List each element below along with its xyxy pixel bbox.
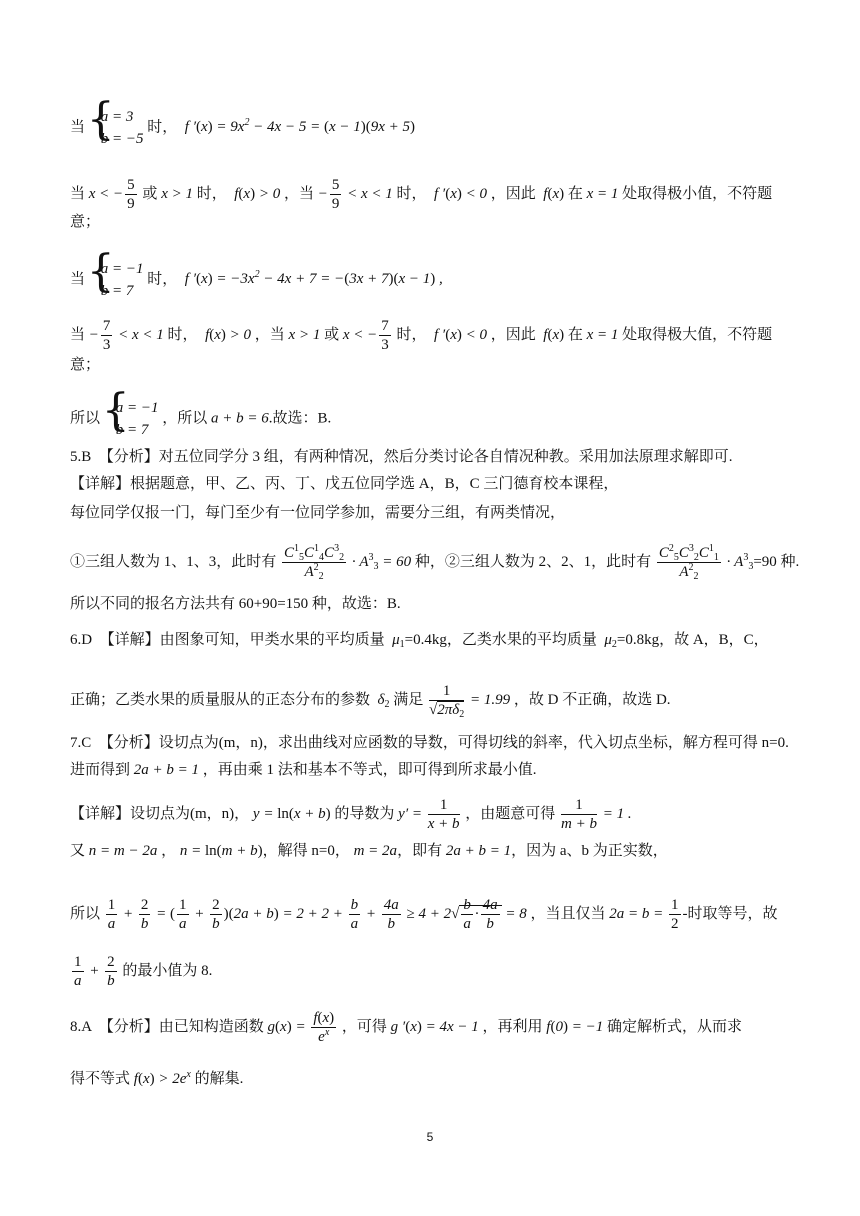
text: ，再由乘 1 法和基本不等式，即可得到所求最小值. (202, 762, 537, 778)
formula: x < − $\frac{5}{9}$ (88, 177, 135, 212)
formula: f ′(x) < 0 (430, 326, 488, 343)
formula: f ′(x) < 0 (430, 185, 488, 202)
text: 时， (396, 326, 427, 343)
formula: $\mu_2$ (600, 632, 617, 650)
text: 确定解析式，从而求 (606, 1018, 742, 1035)
formula: n = ln(m + b) (179, 843, 263, 859)
text: ，因为 a、b 为正实数， (511, 843, 668, 859)
formula: $\frac{1}{m + b}$ = 1 . (561, 797, 632, 832)
text: ，当 (254, 326, 285, 343)
q7-analysis-2 (70, 760, 537, 780)
q6-detail-2 (70, 682, 671, 719)
case-brace: { a = −1 b = 7 (104, 397, 159, 441)
formula: $\frac{C^1_5C^1_4C^3_2}{A^2_2}$ · $A^3_3 = 60$ (284, 543, 412, 582)
formula: x > 1 (288, 326, 321, 343)
q8-analysis-2 (70, 1069, 243, 1089)
text: 处取得极大值，不符题 (622, 326, 773, 343)
text: 当 (70, 326, 86, 343)
text: 所以 (70, 410, 101, 427)
formula: y′ = $\frac{1}{x + b}$ (398, 797, 460, 832)
q5-detail-4 (70, 594, 401, 614)
text: 种，②三组人数为 2、2、1，此时有 (414, 553, 652, 570)
text: 时， (396, 185, 427, 202)
formula: x = 1 (586, 185, 619, 202)
text: 又 (70, 843, 86, 859)
q5-analysis (70, 447, 733, 467)
formula: $\mu_1$ (388, 632, 405, 650)
text: 8.A 【分析】由已知构造函数 (70, 1018, 264, 1035)
formula: − $\frac{7}{3}$ < x < 1 (88, 318, 164, 353)
text: 或 (324, 326, 340, 343)
q7-analysis-1 (70, 733, 789, 753)
text: 当 (70, 185, 86, 202)
text: ，因此 (490, 326, 536, 343)
formula: x > 1 (161, 185, 193, 202)
text: ，即有 (397, 843, 443, 859)
text: ，再利用 (482, 1018, 543, 1035)
text: 【详解】根据题意，甲、乙、丙、丁、戊五位同学选 A，B，C 三门德育校本课程， (70, 476, 619, 492)
formula: $f(x) > 2e^x$ (133, 1069, 191, 1087)
formula: $\frac{1}{a}$ + $\frac{2}{b}$ (74, 954, 115, 989)
formula: y = ln(x + b) (252, 805, 331, 822)
text: ，所以 (162, 410, 208, 427)
formula: f(x) > 0 (230, 185, 281, 202)
text: ，由题意可得 (465, 805, 556, 822)
text: ①三组人数为 1、1、3，此时有 (70, 553, 277, 570)
text: 在 (567, 185, 583, 202)
text-line (70, 212, 100, 232)
formula: $\frac{1}{a}$ + $\frac{2}{b}$ = ( $\frac{1}{a}$ + $\frac{2}{b}$ )(2a + b) = 2 + 2 + $\frac{b}{a}$ + $\frac{4a}{b}$ ≥ 4 + 2√ $\frac{b}{a}$ · $\frac{4a}{b}$ = 8 (107, 897, 527, 932)
text: =90 种. (753, 553, 800, 570)
text: 每位同学仅报一门，每门至少有一位同学参加，需要分三组，有两类情况， (70, 505, 566, 521)
text: 在 (567, 326, 583, 343)
text: 意； (70, 214, 101, 230)
formula: f(x) > 0 (201, 326, 252, 343)
formula: $\delta_2$ (373, 691, 390, 710)
text: 所以不同的报名方法共有 60+90=150 种，故选：B. (70, 596, 401, 612)
formula: x < − $\frac{7}{3}$ (342, 318, 389, 353)
formula: f(x) (539, 185, 565, 202)
page-number: 5 (426, 1130, 434, 1144)
formula: $\frac{1}{√2\pi\delta_2}$ = 1.99 (429, 683, 511, 720)
q7-detail-1 (70, 796, 632, 833)
conclusion-line (70, 397, 331, 441)
formula: $\frac{C^2_5C^3_2C^1_1}{A^2_2}$ · $A^3_3$ (658, 543, 754, 582)
q7-detail-3 (70, 896, 778, 933)
text: 的最小值为 8. (122, 962, 213, 979)
text: 时， (167, 326, 198, 343)
formula: f $'(x) = 9x^2 - 4x - 5 = (x - 1)(9x + 5)$ (181, 117, 416, 136)
text: 或 (142, 185, 158, 202)
text: .故选：B. (268, 410, 332, 427)
case-a3-analysis (70, 176, 772, 213)
formula: a + b = 6 (211, 410, 269, 427)
text: 当 (70, 119, 86, 136)
formula: 2a = b = $\frac{1}{2}$ (609, 897, 679, 932)
text: 所以 (70, 905, 101, 922)
formula: f $'(x) = -3x^2 - 4x + 7 = -(3x + 7)(x - 1)$ , (181, 269, 443, 288)
text: 时， (147, 271, 178, 288)
text: =0.4kg，乙类水果的平均质量 (404, 632, 597, 648)
q7-detail-4 (70, 953, 212, 990)
text: =0.8kg，故 A，B，C， (616, 632, 769, 648)
formula: g ′(x) = 4x − 1 (390, 1018, 479, 1035)
formula: f(0) = −1 (546, 1018, 604, 1035)
q7-detail-2: 又 n = m − 2a ， n = ln(m + b)，解得 n=0， m = 2a，即有 2a + b = 1，因为 a、b 为正实数， (70, 843, 668, 859)
q5-detail-3 (70, 544, 799, 581)
q6-detail-1 (70, 630, 769, 650)
text: 的导数为 (334, 805, 395, 822)
q5-detail-2 (70, 503, 565, 523)
text: ，当且仅当 (530, 905, 606, 922)
text-line (70, 355, 100, 375)
text: 时， (196, 185, 227, 202)
text: 得不等式 (70, 1071, 131, 1087)
formula: 2a + b = 1 (445, 843, 512, 859)
formula: 2a + b = 1 (133, 762, 200, 778)
text: 7.C 【分析】设切点为(m，n)，求出曲线对应函数的导数，可得切线的斜率，代入切点坐标，解方程可得 n=0. (70, 735, 789, 751)
text: -时取等号，故 (682, 905, 778, 922)
case-a-neg1-analysis (70, 317, 772, 354)
formula: − $\frac{5}{9}$ < x < 1 (317, 177, 393, 212)
formula: m = 2a (353, 843, 398, 859)
text: 6.D 【详解】由图象可知，甲类水果的平均质量 (70, 632, 385, 648)
text: ，故 D 不正确，故选 D. (513, 691, 671, 708)
q8-analysis-1 (70, 1009, 742, 1046)
text: 的解集. (194, 1071, 244, 1087)
case-a3-line (70, 106, 415, 150)
text: 【详解】设切点为(m，n)， (70, 805, 250, 822)
text: 处取得极小值，不符题 (622, 185, 773, 202)
text: ，因此 (490, 185, 536, 202)
q5-detail-1 (70, 474, 618, 494)
text: ，当 (283, 185, 314, 202)
formula: f(x) (539, 326, 565, 343)
text: 正确；乙类水果的质量服从的正态分布的参数 (70, 691, 371, 708)
text: 意； (70, 357, 101, 373)
formula: g(x) = $\frac{f(x)}{e^x}$ (267, 1010, 335, 1045)
text: 满足 (393, 691, 424, 708)
formula: x = 1 (586, 326, 619, 343)
text: 进而得到 (70, 762, 131, 778)
case-a-neg1-line (70, 258, 443, 302)
formula: n = m − 2a (88, 843, 158, 859)
case-brace: { a = 3 b = −5 (89, 106, 144, 150)
text: 时， (147, 119, 178, 136)
text: ，可得 (341, 1018, 387, 1035)
text: 当 (70, 271, 86, 288)
text: ，解得 n=0， (262, 843, 350, 859)
text: 5.B 【分析】对五位同学分 3 组，有两种情况，然后分类讨论各自情况种教。采用加法原理求解即可. (70, 449, 733, 465)
case-brace: { a = −1 b = 7 (89, 258, 144, 302)
